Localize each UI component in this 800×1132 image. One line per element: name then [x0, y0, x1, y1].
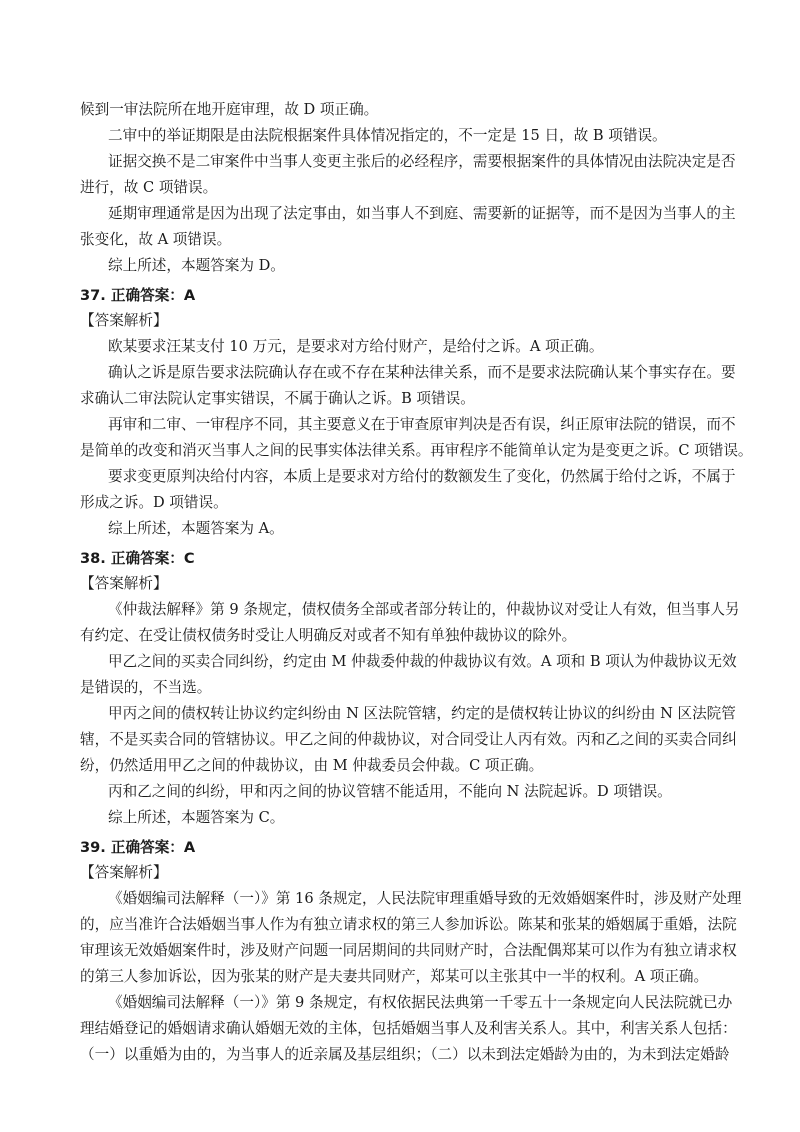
- paragraph-line: （一）以重婚为由的，为当事人的近亲属及基层组织；（二）以未到法定婚龄为由的，为未到法定婚龄: [80, 1046, 730, 1063]
- paragraph-line: 丙和乙之间的纠纷，甲和丙之间的协议管辖不能适用，不能向 N 法院起诉。D 项错误。: [108, 783, 672, 800]
- answer-heading: 37. 正确答案：A: [80, 287, 196, 304]
- paragraph-line: 甲丙之间的债权转让协议约定纠纷由 N 区法院管辖，约定的是债权转让协议的纠纷由 N 区法院管: [108, 705, 736, 722]
- paragraph-line: 确认之诉是原告要求法院确认存在或不存在某种法律关系，而不是要求法院确认某个事实存在。要: [108, 364, 736, 381]
- paragraph-line: 求确认二审法院认定事实错误，不属于确认之诉。B 项错误。: [80, 390, 475, 407]
- paragraph-line: 张变化，故 A 项错误。: [80, 231, 232, 248]
- answer-heading: 38. 正确答案：C: [80, 550, 195, 567]
- analysis-label: 【答案解析】: [80, 864, 168, 881]
- paragraph-line: 候到一审法院所在地开庭审理，故 D 项正确。: [80, 101, 379, 118]
- paragraph-line: 进行，故 C 项错误。: [80, 179, 218, 196]
- paragraph-line: 有约定、在受让债权债务时受让人明确反对或者不知有单独仲裁协议的除外。: [80, 627, 577, 644]
- paragraph-line: 形成之诉。D 项错误。: [80, 494, 228, 511]
- paragraph-line: 综上所述，本题答案为 C。: [108, 809, 285, 826]
- paragraph-line: 是简单的改变和消灭当事人之间的民事实体法律关系。再审程序不能简单认定为是变更之诉。C 项错误。: [80, 442, 753, 459]
- paragraph-line: 理结婚登记的婚姻请求确认婚姻无效的主体，包括婚姻当事人及利害关系人。其中，利害关系人包括：: [80, 1020, 737, 1037]
- paragraph-line: 甲乙之间的买卖合同纠纷，约定由 M 仲裁委仲裁的仲裁协议有效。A 项和 B 项认为仲裁协议无效: [108, 653, 737, 670]
- analysis-label: 【答案解析】: [80, 312, 168, 329]
- paragraph-line: 证据交换不是二审案件中当事人变更主张后的必经程序，需要根据案件的具体情况由法院决定是否: [108, 153, 736, 170]
- paragraph-line: 综上所述，本题答案为 A。: [108, 520, 284, 537]
- paragraph-line: 再审和二审、一审程序不同，其主要意义在于审查原审判决是否有误，纠正原审法院的错误，而不: [108, 416, 736, 433]
- paragraph-line: 综上所述，本题答案为 D。: [108, 257, 285, 274]
- paragraph-line: 欧某要求汪某支付 10 万元，是要求对方给付财产，是给付之诉。A 项正确。: [108, 338, 604, 355]
- paragraph-line: 《婚姻编司法解释（一）》第 9 条规定，有权依据民法典第一千零五十一条规定向人民法院就已办: [108, 994, 733, 1011]
- paragraph-line: 的，应当准许合法婚姻当事人作为有独立请求权的第三人参加诉讼。陈某和张某的婚姻属于重婚，法院: [80, 916, 737, 933]
- paragraph-line: 纷，仍然适用甲乙之间的仲裁协议，由 M 仲裁委员会仲裁。C 项正确。: [80, 757, 544, 774]
- paragraph-line: 审理该无效婚姻案件时，涉及财产问题一同居期间的共同财产时，合法配偶郑某可以作为有独立请求权: [80, 942, 737, 959]
- answer-heading: 39. 正确答案：A: [80, 839, 196, 856]
- paragraph-line: 辖，不是买卖合同的管辖协议。甲乙之间的仲裁协议，对合同受让人丙有效。丙和乙之间的买卖合同纠: [80, 731, 737, 748]
- paragraph-line: 《婚姻编司法解释（一）》第 16 条规定，人民法院审理重婚导致的无效婚姻案件时，涉及财产处理: [108, 890, 742, 907]
- analysis-label: 【答案解析】: [80, 575, 168, 592]
- paragraph-line: 的第三人参加诉讼，因为张某的财产是夫妻共同财产，郑某可以主张其中一半的权利。A 项正确。: [80, 968, 709, 985]
- paragraph-line: 延期审理通常是因为出现了法定事由，如当事人不到庭、需要新的证据等，而不是因为当事人的主: [108, 205, 736, 222]
- paragraph-line: 二审中的举证期限是由法院根据案件具体情况指定的，不一定是 15 日，故 B 项错误。: [108, 127, 667, 144]
- paragraph-line: 是错误的，不当选。: [80, 679, 212, 696]
- paragraph-line: 要求变更原判决给付内容，本质上是要求对方给付的数额发生了变化，仍然属于给付之诉，不属于: [108, 468, 736, 485]
- paragraph-line: 《仲裁法解释》第 9 条规定，债权债务全部或者部分转让的，仲裁协议对受让人有效，但当事人另: [108, 601, 740, 618]
